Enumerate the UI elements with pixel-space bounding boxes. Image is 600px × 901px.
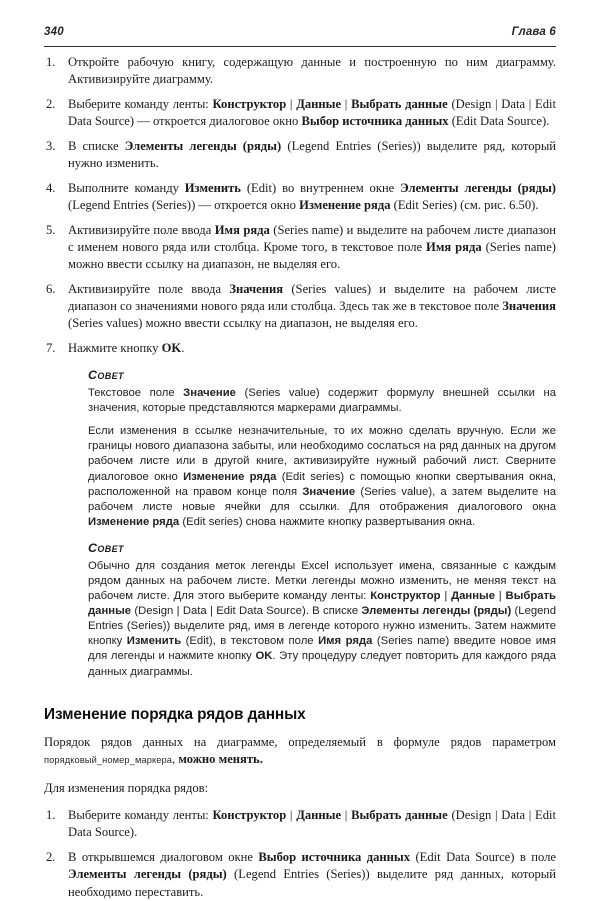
- text-run: (Design | Data | Edit Data Source).: [68, 808, 556, 840]
- text-run: Текстовое поле: [88, 387, 184, 400]
- list-item-number: 5.: [46, 222, 56, 237]
- text-run: Если изменения в ссылке незначительные, то их можно сделать вручную. Если же границы нового диапазона забыты, или необходимо сослаться на ряд данных на другом рабочем листе или в другой книге, активизируйте нужный рабочий лист. Сверните диалоговое окно: [88, 425, 556, 483]
- text-run: (Legend Entries (Series)) выделите ряд данных, который необходимо переставить.: [68, 867, 557, 899]
- text-run: (Series value), а затем выделите на рабочем листе новые ячейки для ссылки. Для отображения диалогового окна: [88, 485, 556, 513]
- text-run: Выберите команду ленты:: [68, 96, 213, 111]
- emphasis-text: Конструктор: [370, 590, 441, 603]
- list-item: [44, 849, 556, 901]
- emphasis-text: Элементы легенды (ряды): [124, 138, 282, 153]
- emphasis-text: Данные: [296, 96, 342, 111]
- emphasis-text: Элементы легенды (ряды): [400, 180, 557, 195]
- tip-block-1: [88, 368, 556, 530]
- text-run: |: [341, 96, 352, 111]
- list-item-text: [68, 181, 556, 212]
- text-run: ,: [172, 751, 179, 766]
- emphasis-text: Имя ряда: [426, 239, 482, 254]
- list-item-text: [68, 223, 556, 271]
- text-run: Активизируйте поле ввода: [68, 222, 215, 237]
- tip-body: [88, 386, 556, 530]
- text-run: (Edit Data Source) в поле: [410, 850, 556, 865]
- list-item-text: [68, 808, 556, 839]
- emphasis-text: OK: [255, 650, 273, 663]
- text-run: (Series name) введите новое имя для легенды и нажмите кнопку: [88, 635, 556, 663]
- list-item: [44, 54, 556, 88]
- text-run: (Edit Series) (см. рис. 6.50).: [390, 197, 539, 212]
- list-item-number: 3.: [46, 138, 56, 153]
- list-item: [44, 138, 556, 172]
- text-run: (Series name) можно ввести ссылку на диапазон, не выделяя его.: [68, 239, 556, 272]
- emphasis-text: Конструктор: [212, 96, 287, 111]
- code-term: порядковый_номер_маркера: [44, 754, 173, 765]
- text-run: |: [341, 808, 352, 823]
- emphasis-text: Данные: [451, 590, 495, 603]
- emphasis-text: OK: [161, 340, 182, 355]
- text-run: (Design | Data | Edit Data Source) — откроется диалоговое окно: [68, 96, 556, 129]
- list-item-text: [68, 341, 184, 355]
- text-run: (Edit Data Source).: [448, 114, 550, 129]
- list-item-number: 2.: [46, 96, 56, 111]
- text-run: |: [494, 590, 506, 603]
- text-run: Выполните команду: [68, 180, 185, 195]
- tip-title: Совет: [88, 368, 124, 383]
- section-heading: Изменение порядка рядов данных: [44, 705, 306, 723]
- emphasis-text: Выбрать данные: [88, 590, 556, 618]
- list-item: [44, 807, 556, 841]
- list-item-text: [68, 97, 556, 128]
- list-item-number: 1.: [46, 55, 56, 69]
- steps-list-secondary: [44, 807, 556, 901]
- tip-body: [88, 559, 556, 680]
- list-item-text: [68, 139, 556, 170]
- text-run: Откройте рабочую книгу, содержащую данные и построенную по ним диаграмму. Активизируйте диаграмму.: [68, 55, 556, 87]
- text-run: (Edit), в текстовом поле: [181, 635, 319, 648]
- text-run: (Edit series) снова нажмите кнопку развертывания окна.: [179, 515, 476, 528]
- emphasis-text: Выбор источника данных: [258, 850, 411, 865]
- list-item: [44, 222, 556, 274]
- emphasis-text: Выбор источника данных: [301, 114, 449, 129]
- text-run: Обычно для создания меток легенды Excel использует имена, связанные с каждым рядом данных на рабочем листе. Метки легенды можно изменить, не меняя текст на рабочем листе. Для этого выберите команду ленты:: [88, 559, 556, 603]
- tip-title: Совет: [88, 540, 124, 555]
- list-item: [44, 96, 556, 130]
- text-run: (Edit series) с помощью кнопки свертывания окна, расположенной на правом конце поля: [88, 470, 557, 498]
- text-run: (Series value) содержит формулу внешней ссылки на значения, которые представляются маркерами диаграммы.: [88, 387, 556, 415]
- text-run: (Design | Data | Edit Data Source). В списке: [131, 605, 362, 618]
- emphasis-text: Значение: [183, 387, 236, 400]
- emphasis-text: Имя ряда: [214, 222, 270, 237]
- text-run: (Legend Entries (Series)) — откроется окно: [68, 197, 300, 212]
- emphasis-text: Выбрать данные: [351, 96, 448, 111]
- tip-block-2: [88, 541, 556, 680]
- emphasis-text: Данные: [296, 808, 342, 823]
- list-item-number: 2.: [46, 850, 56, 865]
- emphasis-text: Значения: [229, 281, 284, 296]
- list-item-text: [68, 282, 556, 330]
- list-item-number: 1.: [46, 808, 56, 823]
- list-item-number: 7.: [46, 340, 56, 355]
- emphasis-text: Выбрать данные: [351, 808, 448, 823]
- emphasis-text: Изменить: [184, 180, 241, 195]
- emphasis-text: Значения: [502, 298, 556, 313]
- emphasis-text: Изменение ряда: [88, 515, 180, 528]
- list-item-text: [68, 55, 556, 86]
- emphasis-text: Значение: [302, 485, 356, 498]
- emphasis-text: Элементы легенды (ряды): [361, 605, 512, 618]
- text-run: В открывшемся диалоговом окне: [68, 850, 259, 865]
- text-run: |: [286, 96, 297, 111]
- text-run: (Series values) и выделите на рабочем листе диапазон со значениями нового ряда или столбца. Здесь так же в текстовое поле: [68, 281, 556, 313]
- emphasis-text: Изменить: [126, 635, 182, 648]
- page-body: [44, 54, 556, 901]
- text-run: |: [286, 808, 297, 823]
- tip-paragraph: [88, 386, 556, 416]
- text-run: (Edit) во внутреннем окне: [240, 180, 401, 195]
- tip-paragraph: [88, 559, 556, 680]
- text-run: |: [440, 590, 452, 603]
- text-run: . Эту процедуру следует повторить для каждого ряда данных диаграммы.: [88, 650, 556, 678]
- list-item: [44, 340, 556, 357]
- steps-list-primary: [44, 54, 556, 357]
- emphasis-text: Изменение ряда: [299, 197, 391, 212]
- text-run: Порядок рядов данных на диаграмме, определяемый в формуле рядов параметром: [44, 734, 556, 749]
- text-run: (Legend Entries (Series)) выделите ряд, который нужно изменить.: [68, 138, 557, 171]
- text-run: (Series values) можно ввести ссылку на диапазон, не выделяя его.: [68, 316, 418, 331]
- list-item-number: 4.: [46, 180, 56, 195]
- emphasis-text: Элементы легенды (ряды): [68, 867, 227, 882]
- text-run: Активизируйте поле ввода: [68, 281, 230, 296]
- list-item: [44, 281, 556, 333]
- text-run: (Series name) и выделите на рабочем листе диапазон с именем нового ряда или столбца. Кроме того, в текстовое поле: [68, 222, 557, 254]
- emphasis-text: можно менять.: [178, 751, 263, 766]
- emphasis-text: Конструктор: [212, 808, 287, 823]
- text-run: Нажмите кнопку: [68, 340, 162, 355]
- text-run: .: [181, 340, 185, 355]
- page-number: 340: [44, 26, 64, 38]
- list-item: [44, 180, 556, 214]
- list-item-text: [68, 850, 556, 898]
- section-lead-in: Для изменения порядка рядов:: [44, 781, 209, 796]
- emphasis-text: Имя ряда: [318, 635, 373, 648]
- chapter-title: Глава 6: [511, 26, 556, 38]
- emphasis-text: Изменение ряда: [183, 470, 277, 483]
- text-run: В списке: [68, 138, 125, 153]
- running-head: [44, 26, 556, 47]
- section-intro-paragraph: [44, 734, 556, 769]
- tip-paragraph: [88, 424, 556, 530]
- text-run: (Legend Entries (Series)) выделите ряд, имя в легенде которого нужно изменить. Затем нажмите кнопку: [88, 605, 556, 648]
- text-run: Выберите команду ленты:: [68, 808, 213, 823]
- list-item-number: 6.: [46, 281, 56, 296]
